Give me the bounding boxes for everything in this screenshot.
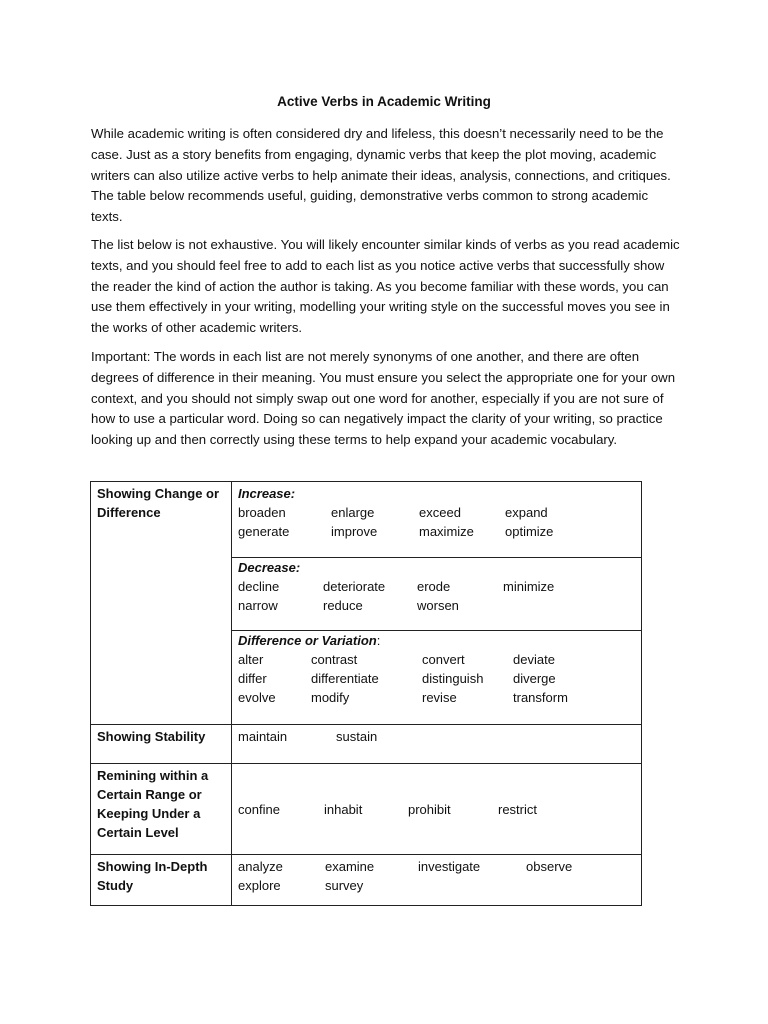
group-heading: Increase: (238, 486, 296, 501)
difference-group (238, 631, 635, 722)
category-cell: Remining within a Certain Range or Keeping Under a Certain Level (91, 764, 232, 855)
verb-word: alter (238, 652, 264, 667)
active-verbs-table (90, 481, 642, 906)
group-heading: Difference or Variation: (238, 633, 381, 648)
verb-word: restrict (498, 801, 537, 817)
verb-word: transform (513, 690, 568, 705)
verb-word: expand (505, 505, 548, 520)
verb-word: exceed (419, 505, 461, 520)
verb-row (238, 650, 635, 669)
verb-word: enlarge (331, 505, 375, 520)
verb-word: analyze (238, 859, 283, 874)
verb-word: differ (238, 671, 267, 686)
verb-row (238, 876, 635, 895)
verb-word: prohibit (408, 801, 451, 817)
verb-word: explore (238, 878, 281, 893)
verb-row (238, 857, 635, 876)
verb-word: inhabit (324, 801, 363, 817)
verb-word: maintain (238, 729, 288, 744)
word-list (238, 727, 635, 746)
verb-row (238, 800, 635, 819)
verb-word: deteriorate (323, 579, 386, 594)
verb-row (238, 669, 635, 688)
verb-row (238, 596, 635, 615)
table-row (91, 855, 642, 906)
verb-word: revise (422, 690, 457, 705)
verb-word: optimize (505, 524, 554, 539)
verb-row (238, 688, 635, 707)
verb-row (238, 503, 635, 522)
verb-word: improve (331, 524, 378, 539)
category-cell: Showing Change or Difference (91, 482, 232, 725)
category-cell: Showing In-Depth Study (91, 855, 232, 906)
verb-word: decline (238, 579, 280, 594)
verb-word: maximize (419, 524, 474, 539)
verb-word: confine (238, 801, 280, 817)
verb-word: modify (311, 690, 350, 705)
verb-word: diverge (513, 671, 556, 686)
category-cell: Showing Stability (91, 725, 232, 764)
words-cell (232, 482, 642, 725)
verb-word: minimize (503, 579, 555, 594)
verb-word: evolve (238, 690, 276, 705)
verb-word: observe (526, 859, 573, 874)
verb-word: narrow (238, 598, 278, 613)
verb-word: examine (325, 859, 375, 874)
verb-row (238, 577, 635, 596)
verb-word: convert (422, 652, 465, 667)
decrease-group (238, 558, 635, 630)
table-row (91, 725, 642, 764)
verb-word: worsen (417, 598, 459, 613)
table-row (91, 482, 642, 725)
words-cell (232, 764, 642, 855)
verb-word: distinguish (422, 671, 484, 686)
verb-word: deviate (513, 652, 555, 667)
word-list (238, 577, 635, 615)
table-row (91, 764, 642, 855)
verb-word: reduce (323, 598, 363, 613)
word-list (238, 857, 635, 895)
verb-row (238, 727, 635, 746)
verb-word: survey (325, 878, 364, 893)
words-cell (232, 855, 642, 906)
important-paragraph: Important: The words in each list are not merely synonyms of one another, and there are often degrees of difference in their meaning. You must ensure you select the appropriate one for your own context, and you should not simply swap out one word for another, especially if you are not sure of how to use a particular word. Doing so can negatively impact the clarity of your writing, so practice looking up and then correctly using these terms to help expand your academic vocabulary. (91, 349, 676, 448)
increase-group (238, 484, 635, 557)
intro-paragraph: While academic writing is often considered dry and lifeless, this doesn’t necessarily need to be the case. Just as a story benefits from engaging, dynamic verbs that keep the plot moving, academic writers can also utilize active verbs to help animate their ideas, analysis, connections, and critiques. The table below recommends useful, guiding, demonstrative verbs common to strong academic texts. (91, 126, 671, 225)
verb-word: erode (417, 579, 451, 594)
verb-row (238, 522, 635, 541)
words-cell (232, 725, 642, 764)
verb-word: differentiate (311, 671, 379, 686)
verb-word: broaden (238, 505, 286, 520)
verb-word: contrast (311, 652, 358, 667)
verb-word: sustain (336, 729, 378, 744)
verb-word: generate (238, 524, 290, 539)
group-heading: Decrease: (238, 560, 301, 575)
word-list (238, 503, 635, 541)
word-list (238, 800, 635, 819)
verb-word: investigate (418, 859, 481, 874)
word-list (238, 650, 635, 707)
list-note-paragraph: The list below is not exhaustive. You will likely encounter similar kinds of verbs as you read academic texts, and you should feel free to add to each list as you notice active verbs that successfully show the reader the kind of action the author is taking. As you become familiar with these words, you can use them effectively in your writing, modelling your writing style on the successful moves you see in the works of other academic writers. (91, 237, 680, 336)
document-title: Active Verbs in Academic Writing (277, 94, 491, 109)
